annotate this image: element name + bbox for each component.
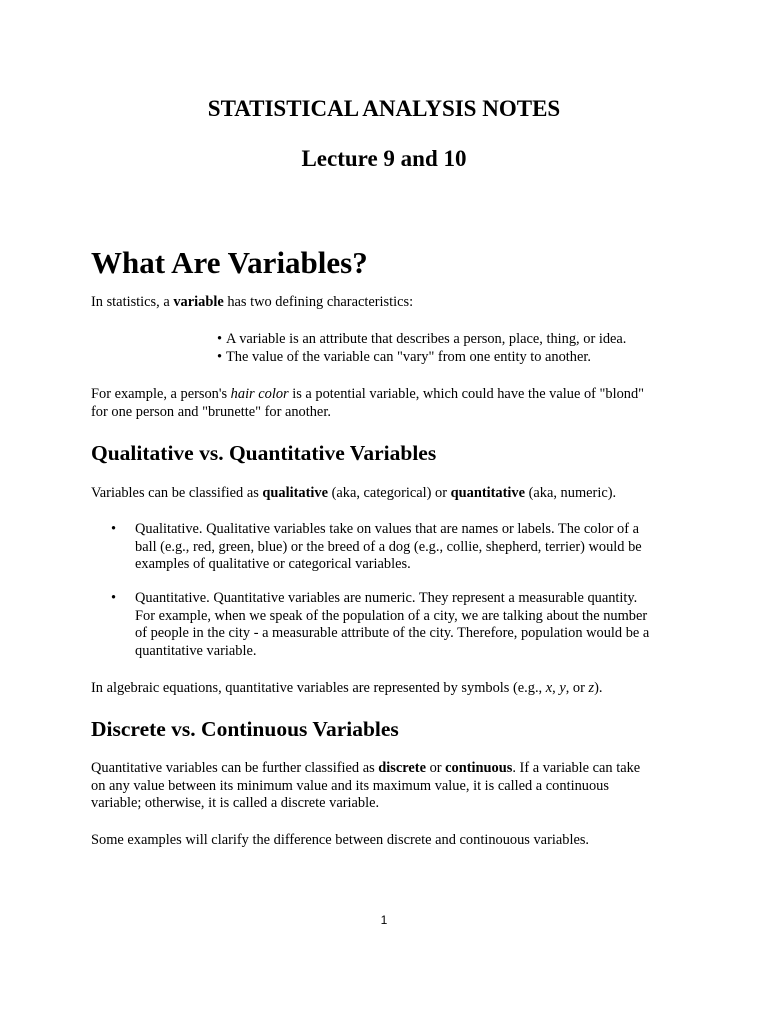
examples-note: Some examples will clarify the difference between discrete and continouous variables. [91,832,590,848]
bullet-icon: • [111,521,117,537]
text-run: for one person and "brunette" for another. [91,403,331,420]
bullet-icon: • [217,331,223,347]
discrete-continuous-intro [91,760,691,813]
classification-intro [91,485,691,503]
section-heading-qualitative-quantitative: Qualitative vs. Quantitative Variables [91,441,437,465]
list-item [217,331,697,349]
bold-term-continuous: continuous [445,760,513,776]
hair-color-example [91,386,691,421]
list-item-text: The value of the variable can "vary" from one entity to another. [226,349,591,365]
text-run: has two defining characteristics: [223,294,414,310]
text-line: examples of qualitative or categorical variables. [135,556,411,573]
section-heading-discrete-continuous: Discrete vs. Continuous Variables [91,717,399,741]
text-run: (aka, numeric). [525,485,617,501]
text-run: Quantitative variables can be further classified as [91,760,379,776]
text-run: or [425,760,446,776]
document-subtitle: Lecture 9 and 10 [301,146,467,171]
section-heading-variables: What Are Variables? [91,245,368,280]
bold-term-quantitative: quantitative [450,485,525,501]
text-run: , [552,680,560,696]
list-item [217,349,697,367]
bullet-icon: • [111,590,117,606]
text-run: is a potential variable, which could have the value of "blond" [288,386,645,402]
symbol-x: x [545,680,553,696]
bold-term-qualitative: qualitative [262,485,328,501]
text-line: For example, when we speak of the population of a city, we are talking about the number [135,607,648,624]
algebraic-symbols-note [91,680,691,698]
page-number: 1 [380,913,388,927]
list-item-quantitative [111,590,691,662]
text-line: Quantitative. Quantitative variables are numeric. They represent a measurable quantity. [135,590,638,606]
text-run: Variables can be classified as [91,485,263,501]
bullet-icon: • [217,349,223,365]
text-run: ). [594,680,603,696]
text-line: ball (e.g., red, green, blue) or the breed of a dog (e.g., collie, shepherd, terrier) would be [135,538,642,555]
symbol-z: z [588,680,595,696]
list-item-qualitative [111,521,691,575]
text-run: For example, a person's [91,386,231,402]
list-item-text: A variable is an attribute that describes a person, place, thing, or idea. [226,331,627,347]
document-title: STATISTICAL ANALYSIS NOTES [207,96,561,121]
text-line: on any value between its minimum value and its maximum value, it is called a continuous [91,777,609,794]
text-run: In statistics, a [91,294,174,310]
text-run: (aka, categorical) or [327,485,451,501]
variables-intro [91,294,691,312]
bold-term-variable: variable [173,294,224,310]
text-line: Qualitative. Qualitative variables take on values that are names or labels. The color of a [135,521,640,537]
text-line: quantitative variable. [135,642,257,659]
symbol-y: y [559,680,566,696]
list-item-text [135,521,691,574]
text-line: of people in the city - a measurable attribute of the city. Therefore, population would be a [135,625,650,642]
list-item-text [135,590,691,660]
text-run: , or [565,680,589,696]
italic-term-hair-color: hair color [230,386,289,402]
text-run: . If a variable can take [512,760,641,776]
bold-term-discrete: discrete [378,760,426,776]
text-run: In algebraic equations, quantitative variables are represented by symbols (e.g., [91,680,546,696]
text-line: variable; otherwise, it is called a discrete variable. [91,795,380,812]
